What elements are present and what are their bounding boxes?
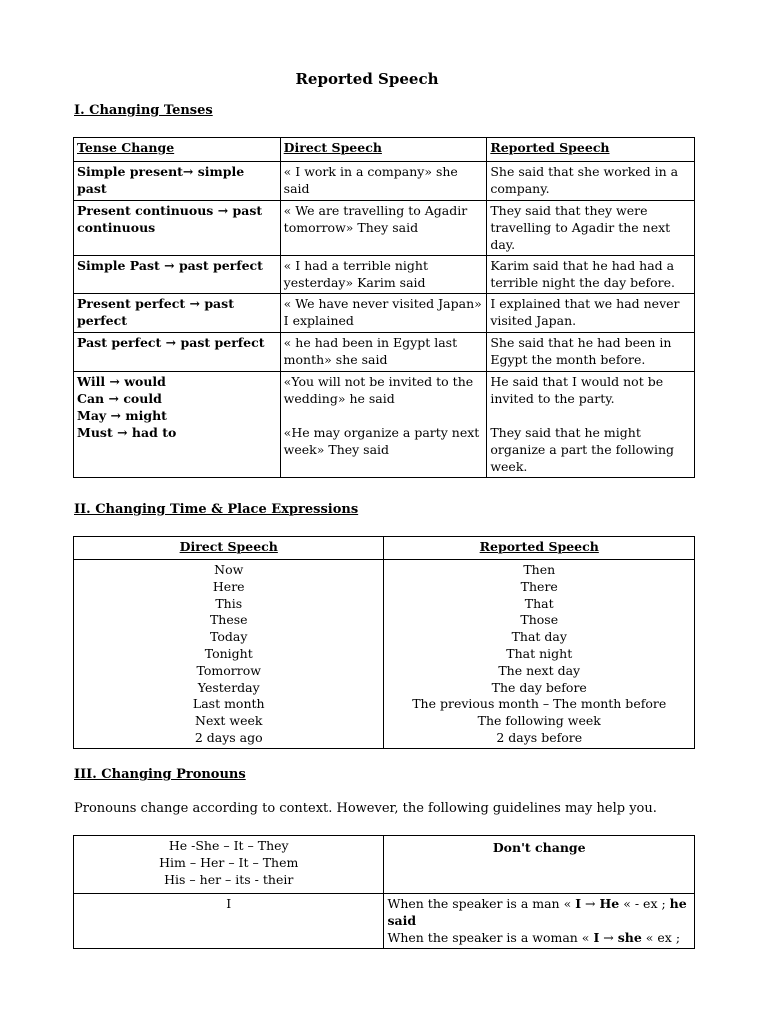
list-item: Next week — [195, 713, 263, 729]
reported-speech-cell: They said that they were travelling to Agadir the next day. — [487, 201, 695, 256]
table-row — [74, 333, 695, 372]
list-item: Now — [214, 562, 244, 577]
reported-speech-cell: Karim said that he had had a terrible night the day before. — [487, 256, 695, 294]
direct-speech-cell — [280, 372, 487, 478]
direct-speech-cell: « We have never visited Japan» I explained — [280, 294, 487, 333]
table-row — [74, 256, 695, 294]
list-item: That night — [506, 645, 573, 661]
list-item: The next day — [498, 662, 581, 678]
direct-example: «He may organize a party next week» They said — [283, 425, 480, 457]
reported-example: They said that he might organize a part the following week. — [490, 425, 675, 474]
modal-line: Will → would — [77, 374, 166, 389]
pronoun-cell: I — [74, 894, 384, 949]
column-header: Direct Speech — [74, 537, 384, 560]
time-place-table — [73, 536, 695, 749]
pronoun-line: He -She – It – They — [168, 838, 289, 853]
tense-cell: Past perfect → past perfect — [74, 333, 281, 372]
direct-speech-cell: « he had been in Egypt last month» she said — [280, 333, 487, 372]
list-item: Then — [523, 562, 556, 577]
table-row-modals — [74, 372, 695, 478]
list-item: These — [209, 612, 248, 628]
direct-speech-cell: « I had a terrible night yesterday» Karim said — [280, 256, 487, 294]
modal-line: Can → could — [77, 391, 162, 406]
list-item: Last month — [192, 696, 265, 712]
reported-speech-cell: She said that she worked in a company. — [487, 162, 695, 201]
tense-cell: Present perfect → past perfect — [74, 294, 281, 333]
table-row — [74, 560, 695, 749]
reported-example: He said that I would not be invited to the party. — [490, 374, 664, 406]
tense-cell — [74, 372, 281, 478]
pronoun-line: Him – Her – It – Them — [159, 855, 299, 870]
list-item: Those — [520, 612, 559, 628]
list-item: 2 days before — [496, 729, 583, 745]
reported-speech-cell — [487, 372, 695, 478]
table-row — [74, 294, 695, 333]
list-item: The previous month – The month before — [412, 696, 667, 712]
table-row — [74, 894, 695, 949]
list-item: Yesterday — [197, 679, 260, 695]
section-heading-time-place: II. Changing Time & Place Expressions — [74, 502, 359, 517]
speaker-man-rule: When the speaker is a man « I → He « - ex ; he said — [387, 896, 687, 928]
direct-expressions-cell — [74, 560, 384, 749]
modal-line: Must → had to — [77, 425, 177, 440]
direct-example: «You will not be invited to the wedding» he said — [283, 374, 474, 406]
list-item: That — [524, 595, 554, 611]
table-row — [74, 162, 695, 201]
column-header: Reported Speech — [487, 138, 695, 162]
section-heading-tenses: I. Changing Tenses — [74, 103, 213, 118]
column-header: Reported Speech — [384, 537, 695, 560]
list-item: This — [215, 595, 243, 611]
list-item: Today — [210, 629, 248, 645]
list-item: That day — [511, 629, 567, 645]
pronoun-line: His – her – its - their — [164, 872, 294, 887]
document-title: Reported Speech — [295, 70, 439, 88]
list-item: Tonight — [204, 645, 253, 661]
reported-speech-cell: She said that he had been in Egypt the month before. — [487, 333, 695, 372]
tense-cell: Simple Past → past perfect — [74, 256, 281, 294]
column-header: Direct Speech — [280, 138, 487, 162]
section-heading-pronouns: III. Changing Pronouns — [74, 767, 246, 782]
table-header-row — [74, 537, 695, 560]
list-item: The day before — [491, 679, 587, 695]
direct-speech-cell: « I work in a company» she said — [280, 162, 487, 201]
modal-line: May → might — [77, 408, 167, 423]
reported-expressions-cell — [384, 560, 695, 749]
direct-speech-cell: « We are travelling to Agadir tomorrow» They said — [280, 201, 487, 256]
list-item: Here — [212, 578, 245, 594]
table-row — [74, 201, 695, 256]
list-item: There — [520, 578, 558, 594]
column-header: Tense Change — [74, 138, 281, 162]
speaker-rule-cell — [384, 894, 695, 949]
list-item: Tomorrow — [196, 662, 261, 678]
tense-change-table — [73, 137, 695, 478]
table-header-row — [74, 138, 695, 162]
list-item: The following week — [477, 713, 601, 729]
tense-cell: Simple present→ simple past — [74, 162, 281, 201]
table-row — [74, 836, 695, 894]
pronouns-table — [73, 835, 695, 949]
speaker-woman-rule: When the speaker is a woman « I → she « ex ; — [387, 930, 681, 945]
pronoun-list-cell — [74, 836, 384, 894]
pronouns-intro: Pronouns change according to context. However, the following guidelines may help you. — [74, 801, 657, 816]
list-item: 2 days ago — [194, 729, 263, 745]
tense-cell: Present continuous → past continuous — [74, 201, 281, 256]
dont-change-cell: Don't change — [384, 836, 695, 894]
reported-speech-cell: I explained that we had never visited Japan. — [487, 294, 695, 333]
